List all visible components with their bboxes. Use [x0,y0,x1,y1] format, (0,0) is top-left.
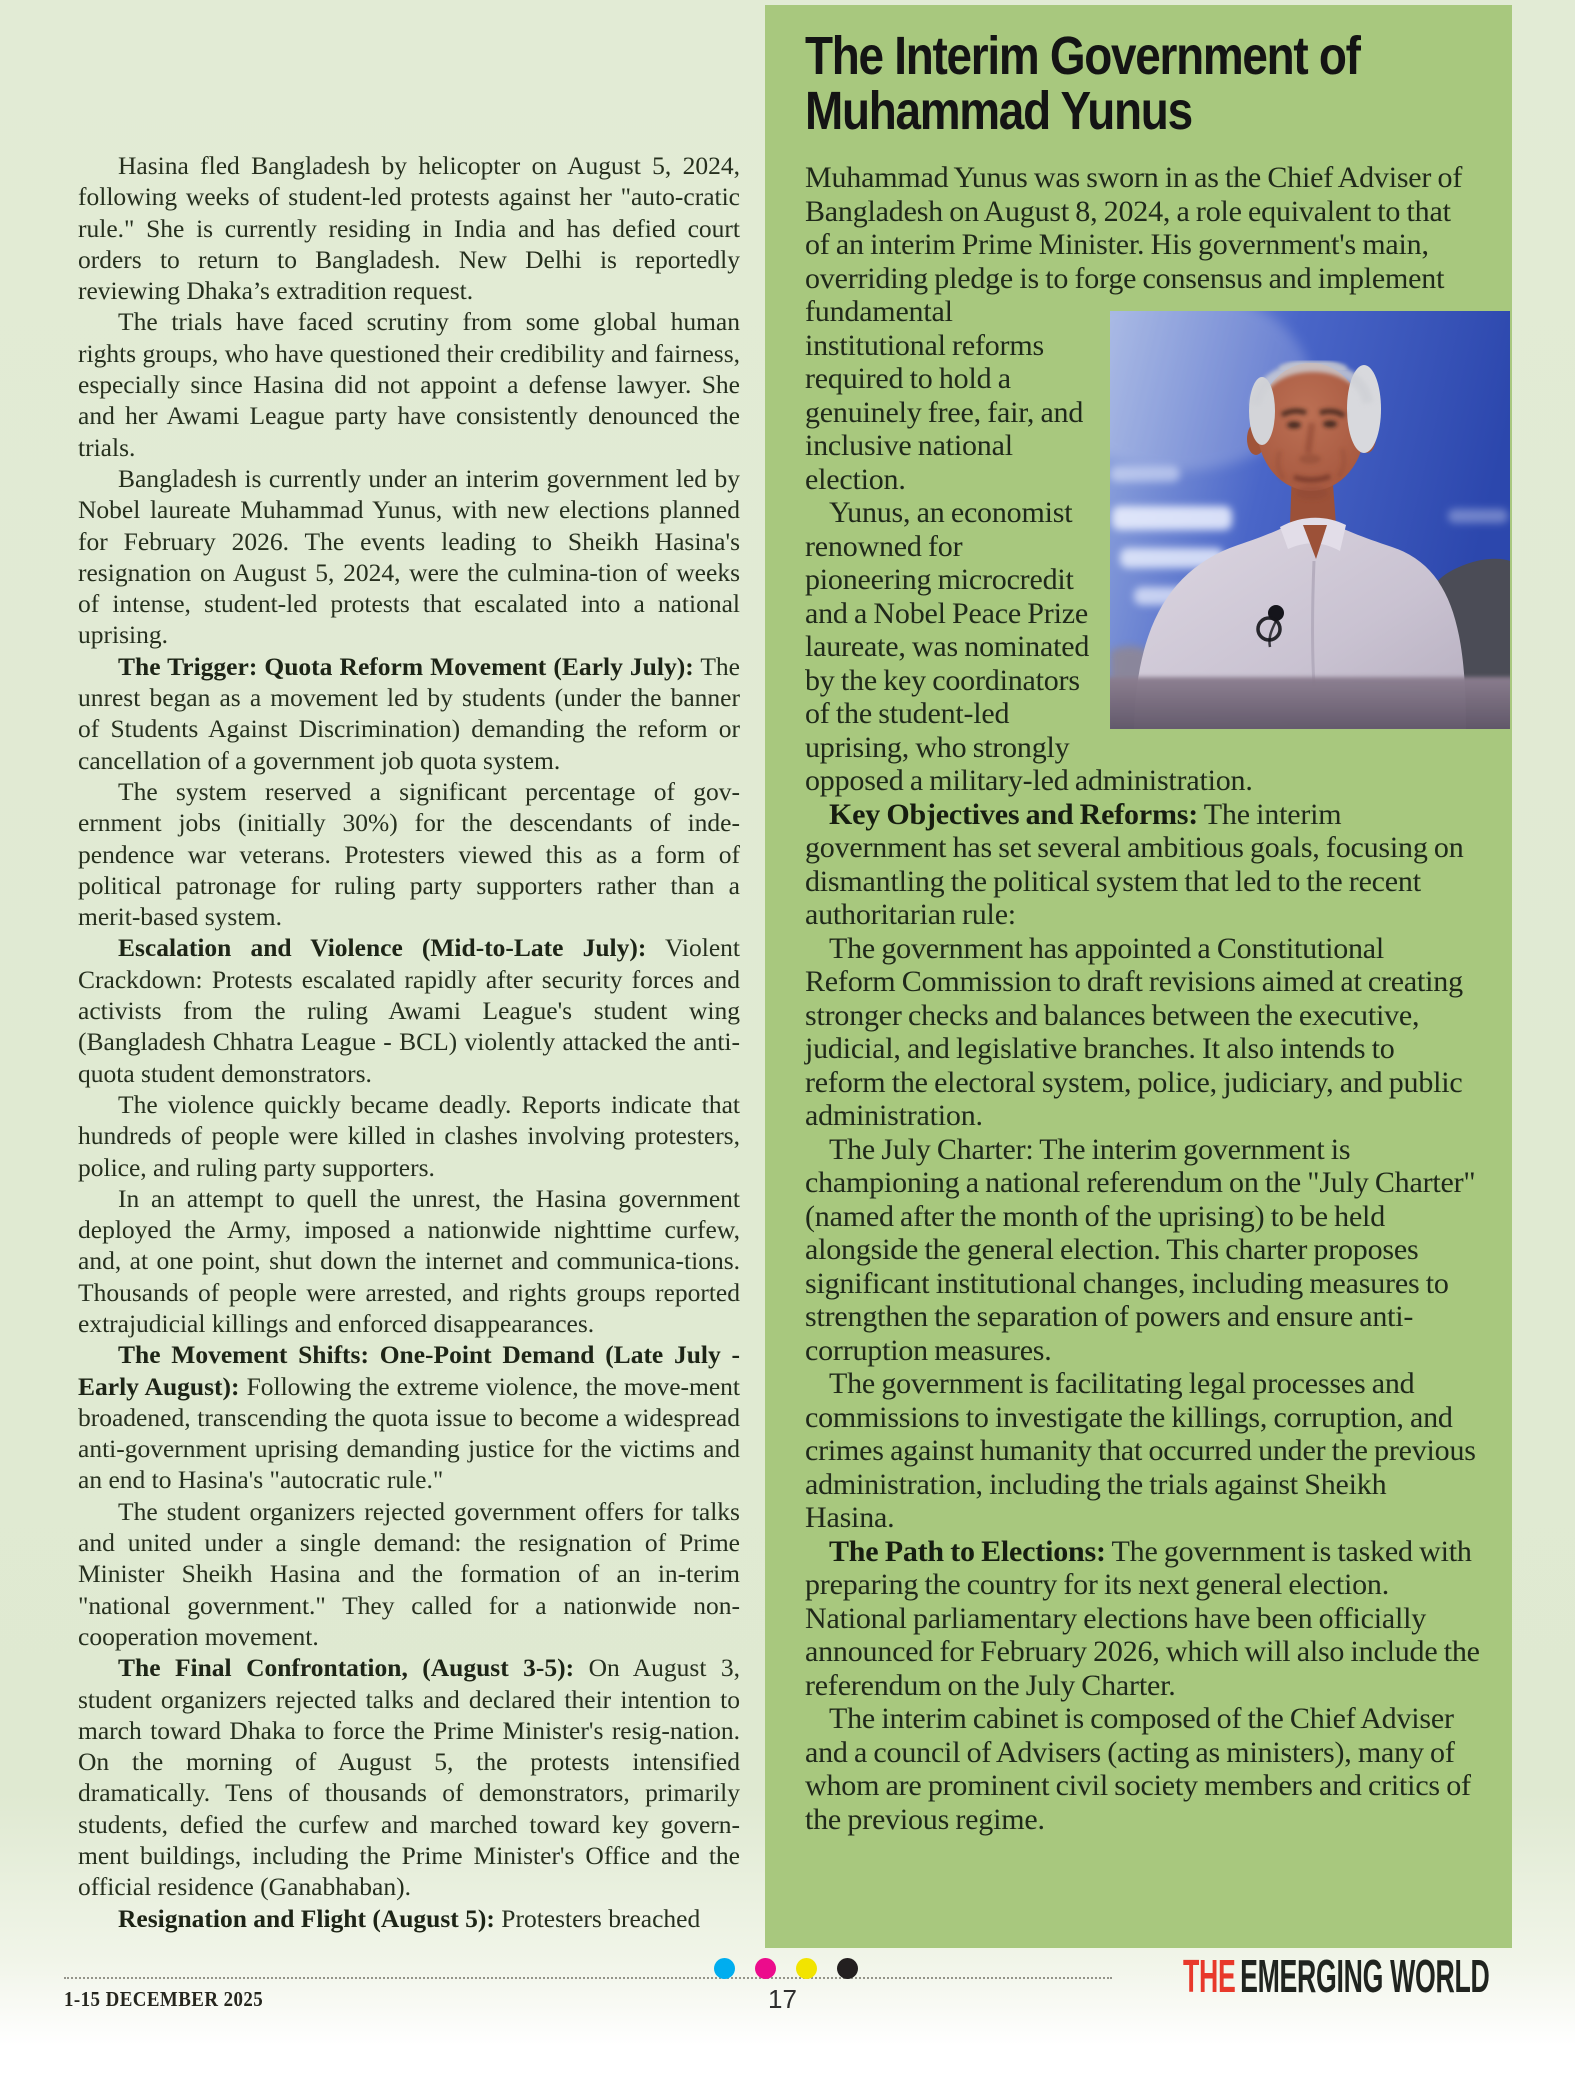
paragraph [805,1535,1480,1703]
yunus-article-panel [765,5,1512,1948]
paragraph [78,1089,740,1183]
paragraph-lead: Key Objectives and Reforms: [829,797,1199,831]
paragraph-lead: Resignation and Flight (August 5): [118,1903,495,1933]
paragraph-lead: The Movement Shifts: One-Point Demand (Late July - Early August): [78,1340,740,1401]
magenta-dot-icon [755,1958,776,1979]
paragraph [805,798,1480,932]
paragraph [78,1652,740,1902]
paragraph [78,463,740,651]
article-title [805,26,1379,141]
paragraph-text: The violence quickly became deadly. Reports indicate that hundreds of people were killed in clashes involving protesters, police, and ruling party supporters. [78,1089,740,1182]
paragraph [78,1496,740,1652]
yunus-photo [1110,311,1510,729]
paragraph [78,1183,740,1339]
paragraph [78,150,740,306]
paragraph [805,1702,1480,1836]
paragraph [78,932,740,1088]
article-title-line1: The Interim Government of [805,26,1360,86]
paragraph-lead: The Trigger: Quota Reform Movement (Early July): [118,651,694,681]
paragraph-text: The student organizers rejected government offers for talks and united under a single demand: the resignation of Prime Minister Sheikh Hasina and the formation of an in-terim "national government." They called for a nationwide non-cooperation movement. [78,1496,740,1651]
footer-dotted-rule [64,1977,1112,1979]
yellow-dot-icon [796,1958,817,1979]
paragraph-text: The interim cabinet is composed of the Chief Adviser and a council of Advisers (acting as ministers), many of whom are prominent civil society members and critics of the previous regime. [805,1702,1471,1836]
desk-blur-strip [1110,677,1510,729]
page-number: 17 [768,1984,797,2014]
paragraph [78,651,740,776]
paragraph-text: Muhammad Yunus was sworn in as the Chief Adviser of Bangladesh on August 8, 2024, a role equivalent to that of an interim Prime Minister. His government's main, overriding pledge is to forge consensus and implement fundamental institutional reforms required to hold a genuinely free, fair, and inclusive national election. [805,161,1463,496]
black-dot-icon [837,1958,858,1979]
cyan-dot-icon [714,1958,735,1979]
masthead-logo [1182,1950,1489,2002]
paragraph-text: In an attempt to quell the unrest, the Hasina government deployed the Army, imposed a nationwide nighttime curfew, and, at one point, shut down the internet and communica-tions. Thousands of people were arrested, and rights groups reported extrajudicial killings and enforced disappearances. [78,1183,740,1338]
paragraph-text: Protesters breached [501,1903,701,1933]
article-title-line2: Muhammad Yunus [805,81,1192,141]
paragraph-text: Yunus, an economist renowned for pioneering microcredit and a Nobel Peace Prize laureate, was nominated by the key coordinators of the student-led uprising, who strongly opposed a military-led administration. [805,496,1253,797]
masthead-rest: EMERGING WORLD [1239,1950,1489,2002]
paragraph [78,1339,740,1495]
masthead-the: THE [1182,1950,1235,2002]
paragraph [78,1903,740,1934]
issue-date: 1-15 DECEMBER 2025 [64,1987,264,2011]
paragraph-text: The interim government has set several ambitious goals, focusing on dismantling the political system that led to the recent authoritarian rule: [805,797,1464,931]
paragraph-text: The government has appointed a Constitutional Reform Commission to draft revisions aimed at creating stronger checks and balances between the executive, judicial, and legislative branches. It also intends to reform the electoral system, police, judiciary, and public administration. [805,931,1463,1132]
print-registration-marks [714,1958,858,1979]
paragraph [805,1133,1480,1368]
paragraph-text: Violent Crackdown: Protests escalated rapidly after security forces and activists from the ruling Awami League's student wing (Bangladesh Chhatra League - BCL) violently attacked the anti-quota student demonstrators. [78,933,741,1088]
paragraph [805,1367,1480,1535]
paragraph-text: On August 3, student organizers rejected talks and declared their intention to march toward Dhaka to force the Prime Minister's resig-nation. On the morning of August 5, the protests intensified dramatically. Tens of thousands of demonstrators, primarily students, defied the curfew and marched toward key govern-ment buildings, including the Prime Minister's Office and the official residence (Ganabhaban). [78,1653,740,1902]
paragraph-lead: The Final Confrontation, (August 3-5): [118,1653,575,1683]
paragraph-text: The July Charter: The interim government is championing a national referendum on the "July Charter" (named after the month of the uprising) to be held alongside the general election. This charter proposes significant institutional changes, including measures to strengthen the separation of powers and ensure anti-corruption measures. [805,1132,1476,1367]
paragraph-text: The government is tasked with preparing the country for its next general election. National parliamentary elections have been officially announced for February 2026, which will also include the referendum on the July Charter. [805,1534,1480,1702]
paragraph-text: Hasina fled Bangladesh by helicopter on August 5, 2024, following weeks of student-led protests against her "auto-cratic rule." She is currently residing in India and has defied court orders to return to Bangladesh. New Delhi is reportedly reviewing Dhaka’s extradition request. [78,151,740,306]
paragraph-text: Following the extreme violence, the move-ment broadened, transcending the quota issue to become a widespread anti-government uprising demanding justice for the victims and an end to Hasina's "autocratic rule." [78,1371,741,1495]
left-article-column [78,150,740,1934]
paragraph [78,306,740,462]
panel-body [805,161,1480,1836]
yunus-photo-illustration [1110,311,1510,729]
paragraph-text: Bangladesh is currently under an interim government led by Nobel laureate Muhammad Yunus, with new elections planned for February 2026. The events leading to Sheikh Hasina's resignation on August 5, 2024, were the culmina-tion of weeks of intense, student-led protests that escalated into a national uprising. [78,463,740,650]
paragraph-lead: The Path to Elections: [829,1534,1106,1568]
paragraph-text: The government is facilitating legal processes and commissions to investigate the killings, corruption, and crimes against humanity that occurred under the previous administration, including the trials against Sheikh Hasina. [805,1367,1476,1534]
paragraph-lead: Escalation and Violence (Mid-to-Late July): [118,933,647,963]
paragraph-text: The unrest began as a movement led by students (under the banner of Students Against Discrimination) demanding the reform or cancellation of a government job quota system. [78,651,740,775]
paragraph [805,932,1480,1133]
paragraph [78,776,740,932]
paragraph-text: The system reserved a significant percentage of gov-ernment jobs (initially 30%) for the descendants of inde-pendence war veterans. Protesters viewed this as a form of political patronage for ruling party supporters rather than a merit-based system. [78,776,740,932]
paragraph-text: The trials have faced scrutiny from some global human rights groups, who have questioned their credibility and fairness, especially since Hasina did not appoint a defense lawyer. She and her Awami League party have consistently denounced the trials. [78,307,740,462]
